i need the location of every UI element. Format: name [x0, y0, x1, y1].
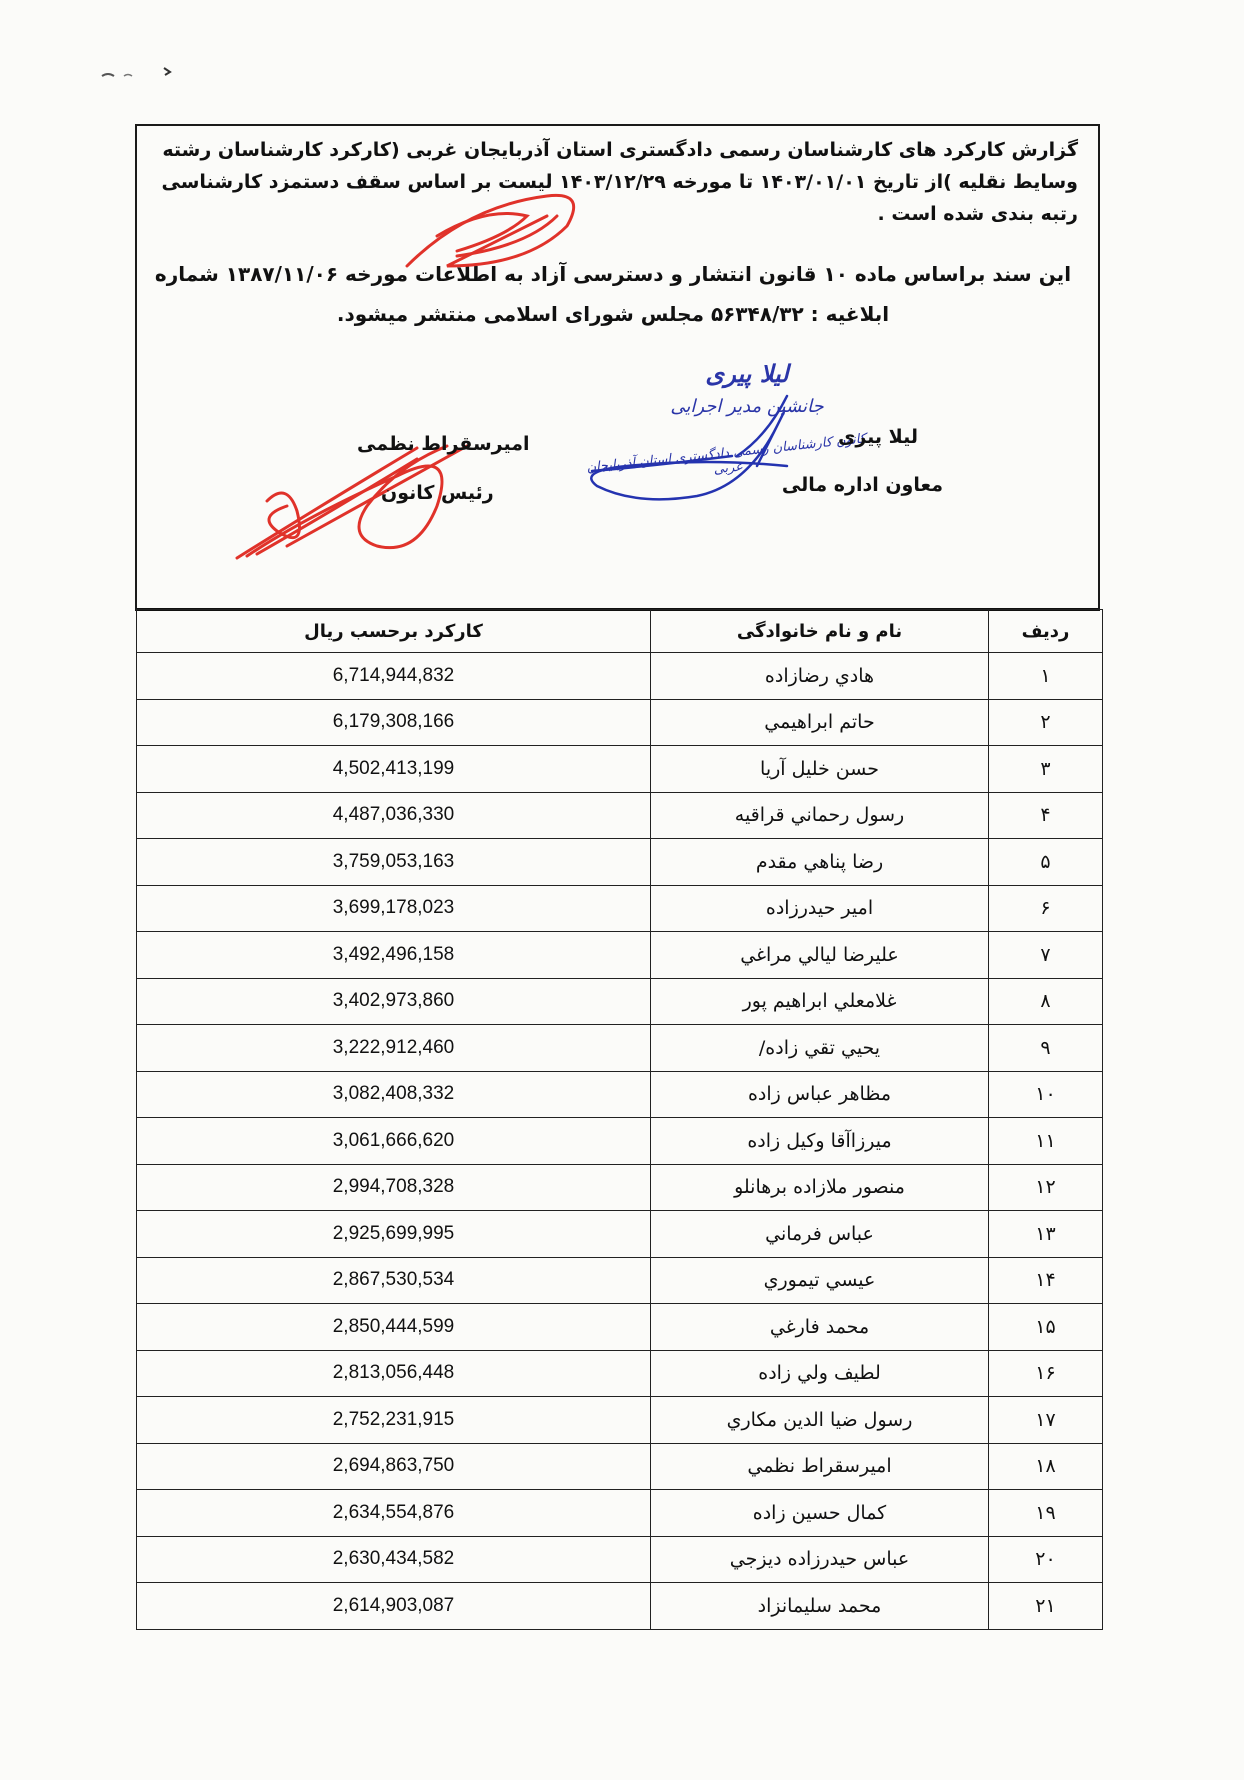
name-cell: ميرزاآقا وكيل زاده: [651, 1118, 989, 1165]
table-row: [137, 1118, 1103, 1165]
name-cell: لطيف ولي زاده: [651, 1350, 989, 1397]
amount-cell: 2,752,231,915: [137, 1397, 651, 1444]
stamp-organization: کانون کارشناسان رسمی دادگستری استان آذربایجان غربی: [585, 431, 867, 478]
name-cell: عباس فرماني: [651, 1211, 989, 1258]
earnings-table: [136, 609, 1103, 1630]
row-number-cell: ۲: [989, 699, 1103, 746]
table-row: [137, 1397, 1103, 1444]
row-number-cell: ۱۵: [989, 1304, 1103, 1351]
row-number-cell: ۷: [989, 932, 1103, 979]
table-row: [137, 978, 1103, 1025]
amount-cell: 3,402,973,860: [137, 978, 651, 1025]
row-number-cell: ۱۰: [989, 1071, 1103, 1118]
amount-cell: 2,614,903,087: [137, 1583, 651, 1630]
header-box: [135, 124, 1100, 611]
row-number-cell: ۲۱: [989, 1583, 1103, 1630]
table-row: [137, 885, 1103, 932]
table-row: [137, 1583, 1103, 1630]
name-cell: عباس حيدرزاده ديزجي: [651, 1536, 989, 1583]
amount-cell: 2,994,708,328: [137, 1164, 651, 1211]
row-number-cell: ۳: [989, 746, 1103, 793]
row-number-cell: ۱: [989, 653, 1103, 700]
amount-cell: 3,222,912,460: [137, 1025, 651, 1072]
amount-cell: 6,179,308,166: [137, 699, 651, 746]
row-number-cell: ۱۴: [989, 1257, 1103, 1304]
amount-cell: 2,813,056,448: [137, 1350, 651, 1397]
name-cell: حاتم ابراهيمي: [651, 699, 989, 746]
name-cell: هادي رضازاده: [651, 653, 989, 700]
table-row: [137, 699, 1103, 746]
table-row: [137, 1536, 1103, 1583]
name-cell: غلامعلي ابراهيم پور: [651, 978, 989, 1025]
header-row-number: ردیف: [989, 610, 1103, 653]
left-signer-name: امیرسقراط نظمی: [357, 433, 530, 455]
row-number-cell: ۲۰: [989, 1536, 1103, 1583]
stamp-name: لیلا پیری: [705, 359, 789, 388]
row-number-cell: ۱۷: [989, 1397, 1103, 1444]
name-cell: رضا پناهي مقدم: [651, 839, 989, 886]
table-row: [137, 1025, 1103, 1072]
row-number-cell: ۸: [989, 978, 1103, 1025]
scan-speck: [100, 62, 180, 86]
right-signer-name: لیلا پیری: [837, 426, 918, 448]
name-cell: محمد فارغي: [651, 1304, 989, 1351]
amount-cell: 2,634,554,876: [137, 1490, 651, 1537]
amount-cell: 3,492,496,158: [137, 932, 651, 979]
name-cell: حسن خليل آريا: [651, 746, 989, 793]
table-row: [137, 746, 1103, 793]
amount-cell: 2,850,444,599: [137, 1304, 651, 1351]
legal-notice-paragraph: این سند براساس ماده ۱۰ قانون انتشار و دسترسی آزاد به اطلاعات مورخه ۱۳۸۷/۱۱/۰۶ شماره ابلاغیه : ۵۶۳۴۸/۳۲ مجلس شورای اسلامی منتشر میشود.: [154, 262, 1072, 326]
table-row: [137, 932, 1103, 979]
amount-cell: 2,630,434,582: [137, 1536, 651, 1583]
table-row: [137, 1257, 1103, 1304]
row-number-cell: ۴: [989, 792, 1103, 839]
name-cell: رسول رحماني قراقيه: [651, 792, 989, 839]
row-number-cell: ۱۱: [989, 1118, 1103, 1165]
table-row: [137, 1211, 1103, 1258]
stamp-role: جانشین مدیر اجرایی: [670, 396, 824, 417]
amount-cell: 4,502,413,199: [137, 746, 651, 793]
table-row: [137, 1304, 1103, 1351]
name-cell: محمد سليمانزاد: [651, 1583, 989, 1630]
row-number-cell: ۱۹: [989, 1490, 1103, 1537]
table-row: [137, 839, 1103, 886]
amount-cell: 3,061,666,620: [137, 1118, 651, 1165]
table-row: [137, 653, 1103, 700]
amount-cell: 6,714,944,832: [137, 653, 651, 700]
name-cell: رسول ضيا الدين مكاري: [651, 1397, 989, 1444]
table-header-row: [137, 610, 1103, 653]
report-title-paragraph: گزارش کارکرد های کارشناسان رسمی دادگستری استان آذربایجان غربی (کارکرد کارشناسان رشته وسایط نقلیه )از تاریخ ۱۴۰۳/۰۱/۰۱ تا مورخه ۱۴۰۳/۱۲/۲۹ لیست بر اساس سقف دستمزد کارشناسی رتبه بندی شده است .: [161, 139, 1078, 225]
amount-cell: 2,925,699,995: [137, 1211, 651, 1258]
name-cell: يحيي تقي زاده/: [651, 1025, 989, 1072]
amount-cell: 4,487,036,330: [137, 792, 651, 839]
table-row: [137, 1490, 1103, 1537]
row-number-cell: ۱۶: [989, 1350, 1103, 1397]
table-row: [137, 1350, 1103, 1397]
name-cell: اميرسقراط نظمي: [651, 1443, 989, 1490]
row-number-cell: ۹: [989, 1025, 1103, 1072]
name-cell: مظاهر عباس زاده: [651, 1071, 989, 1118]
name-cell: عليرضا ليالي مراغي: [651, 932, 989, 979]
amount-cell: 3,082,408,332: [137, 1071, 651, 1118]
header-amount-rial: کارکرد برحسب ریال: [137, 610, 651, 653]
name-cell: عيسي تيموري: [651, 1257, 989, 1304]
row-number-cell: ۱۳: [989, 1211, 1103, 1258]
left-signer-title: رئیس کانون: [381, 482, 494, 504]
amount-cell: 3,759,053,163: [137, 839, 651, 886]
name-cell: كمال حسين زاده: [651, 1490, 989, 1537]
row-number-cell: ۱۲: [989, 1164, 1103, 1211]
amount-cell: 2,867,530,534: [137, 1257, 651, 1304]
right-signer-title: معاون اداره مالی: [781, 474, 943, 496]
amount-cell: 3,699,178,023: [137, 885, 651, 932]
table-row: [137, 1164, 1103, 1211]
name-cell: منصور ملازاده برهانلو: [651, 1164, 989, 1211]
table-row: [137, 1443, 1103, 1490]
table-row: [137, 792, 1103, 839]
row-number-cell: ۵: [989, 839, 1103, 886]
row-number-cell: ۱۸: [989, 1443, 1103, 1490]
header-full-name: نام و نام خانوادگی: [651, 610, 989, 653]
amount-cell: 2,694,863,750: [137, 1443, 651, 1490]
name-cell: امير حيدرزاده: [651, 885, 989, 932]
row-number-cell: ۶: [989, 885, 1103, 932]
table-row: [137, 1071, 1103, 1118]
